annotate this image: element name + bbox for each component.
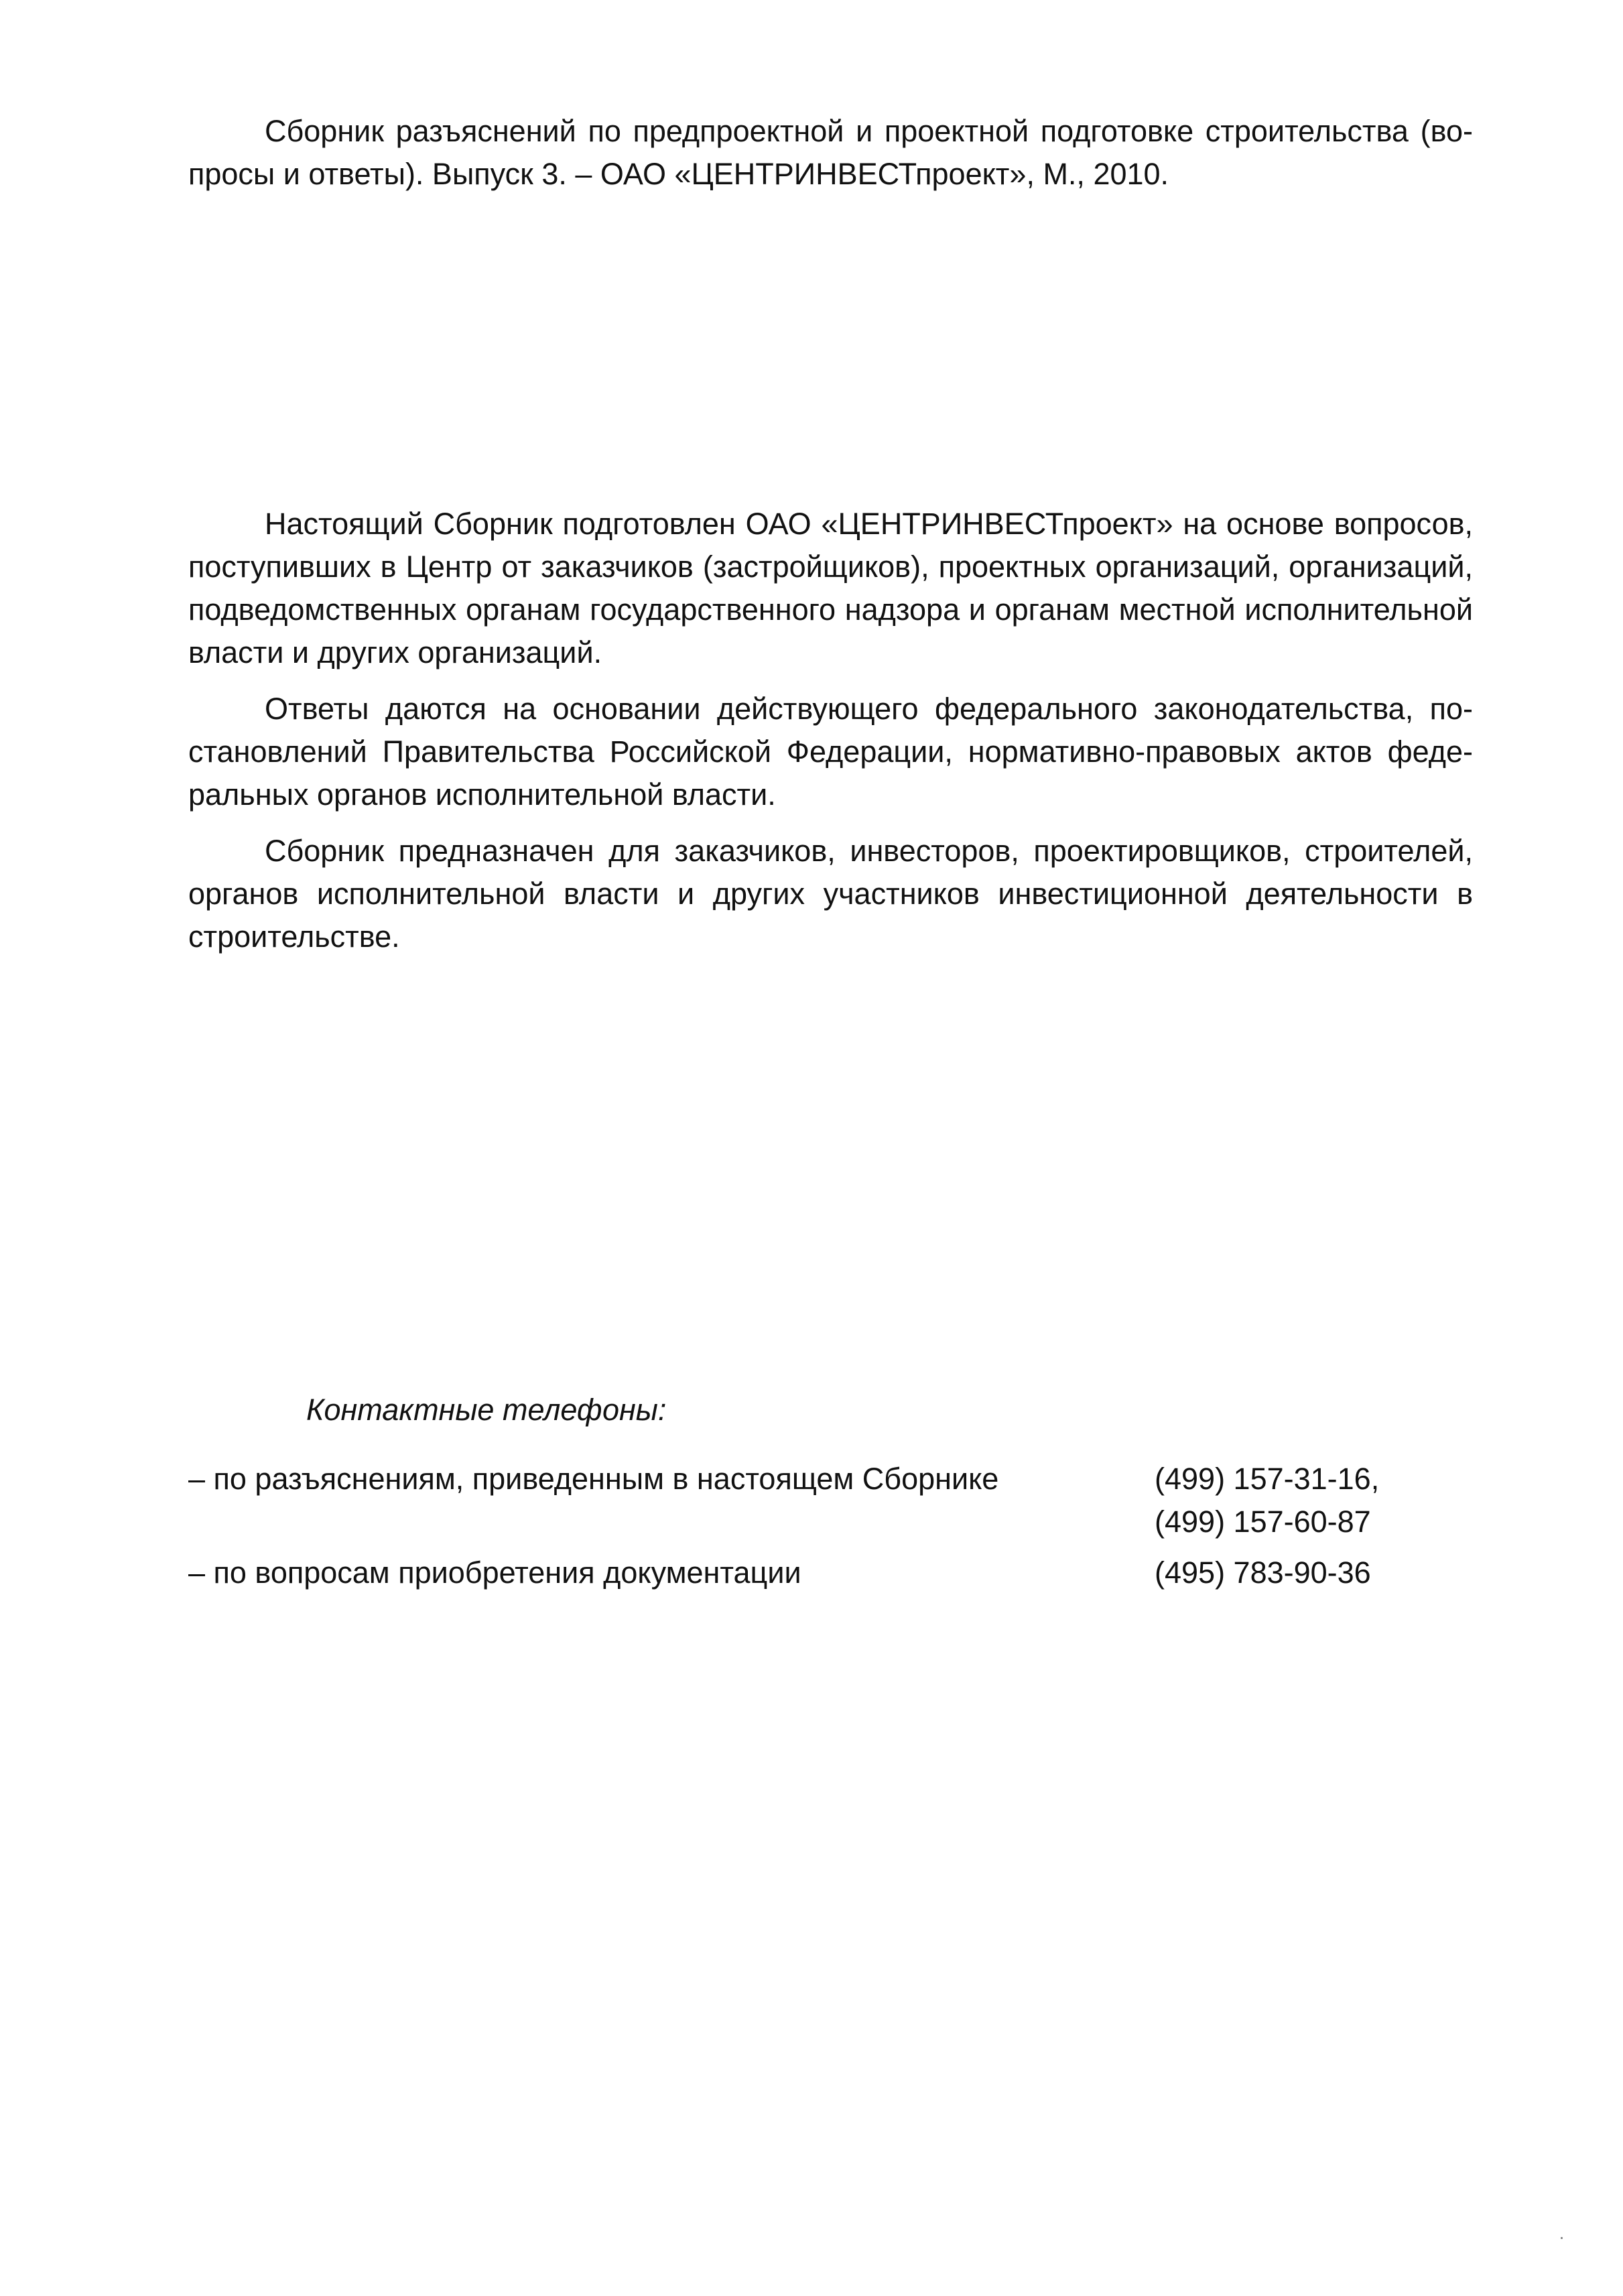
- contacts-title: Контактные телефоны:: [306, 1393, 667, 1427]
- citation-text: Сборник разъяснений по предпроектной и проектной подготовке строительства (вопросы и ответы). Выпуск 3. – ОАО «ЦЕНТРИНВЕСТпроект», М., 2010.: [188, 114, 1473, 191]
- bibliographic-citation: [188, 110, 1473, 196]
- scan-speck: [1561, 2237, 1563, 2239]
- contact-label: – по разъяснениям, приведенным в настоящем Сборнике: [188, 1462, 999, 1496]
- contact-phones: [1155, 1551, 1371, 1594]
- phone-number: (499) 157-60-87: [1155, 1505, 1371, 1539]
- intro-paragraph-2: Ответы даются на основании действующего федерального законодательства, постановлений Правительства Российской Федерации, нормативно-правовых актов федеральных органов исполнительной власти.: [188, 692, 1473, 812]
- phone-number: (499) 157-31-16,: [1155, 1462, 1380, 1496]
- contact-label: – по вопросам приобретения документации: [188, 1555, 801, 1590]
- intro-section: [188, 503, 1473, 958]
- phone-number: (495) 783-90-36: [1155, 1555, 1371, 1590]
- intro-paragraph-3: Сборник предназначен для заказчиков, инвесторов, проектировщиков, строителей, органов исполнительной власти и других участников инвестиционной деятельности в строительстве.: [188, 834, 1473, 954]
- contact-phones: [1155, 1458, 1379, 1543]
- intro-paragraph-1: Настоящий Сборник подготовлен ОАО «ЦЕНТРИНВЕСТпроект» на основе вопросов, поступивших в Центр от заказчиков (застройщиков), проектных организаций, организаций, подведомственных органам государственного надзора и органам местной исполнительной власти и других организаций.: [188, 507, 1473, 669]
